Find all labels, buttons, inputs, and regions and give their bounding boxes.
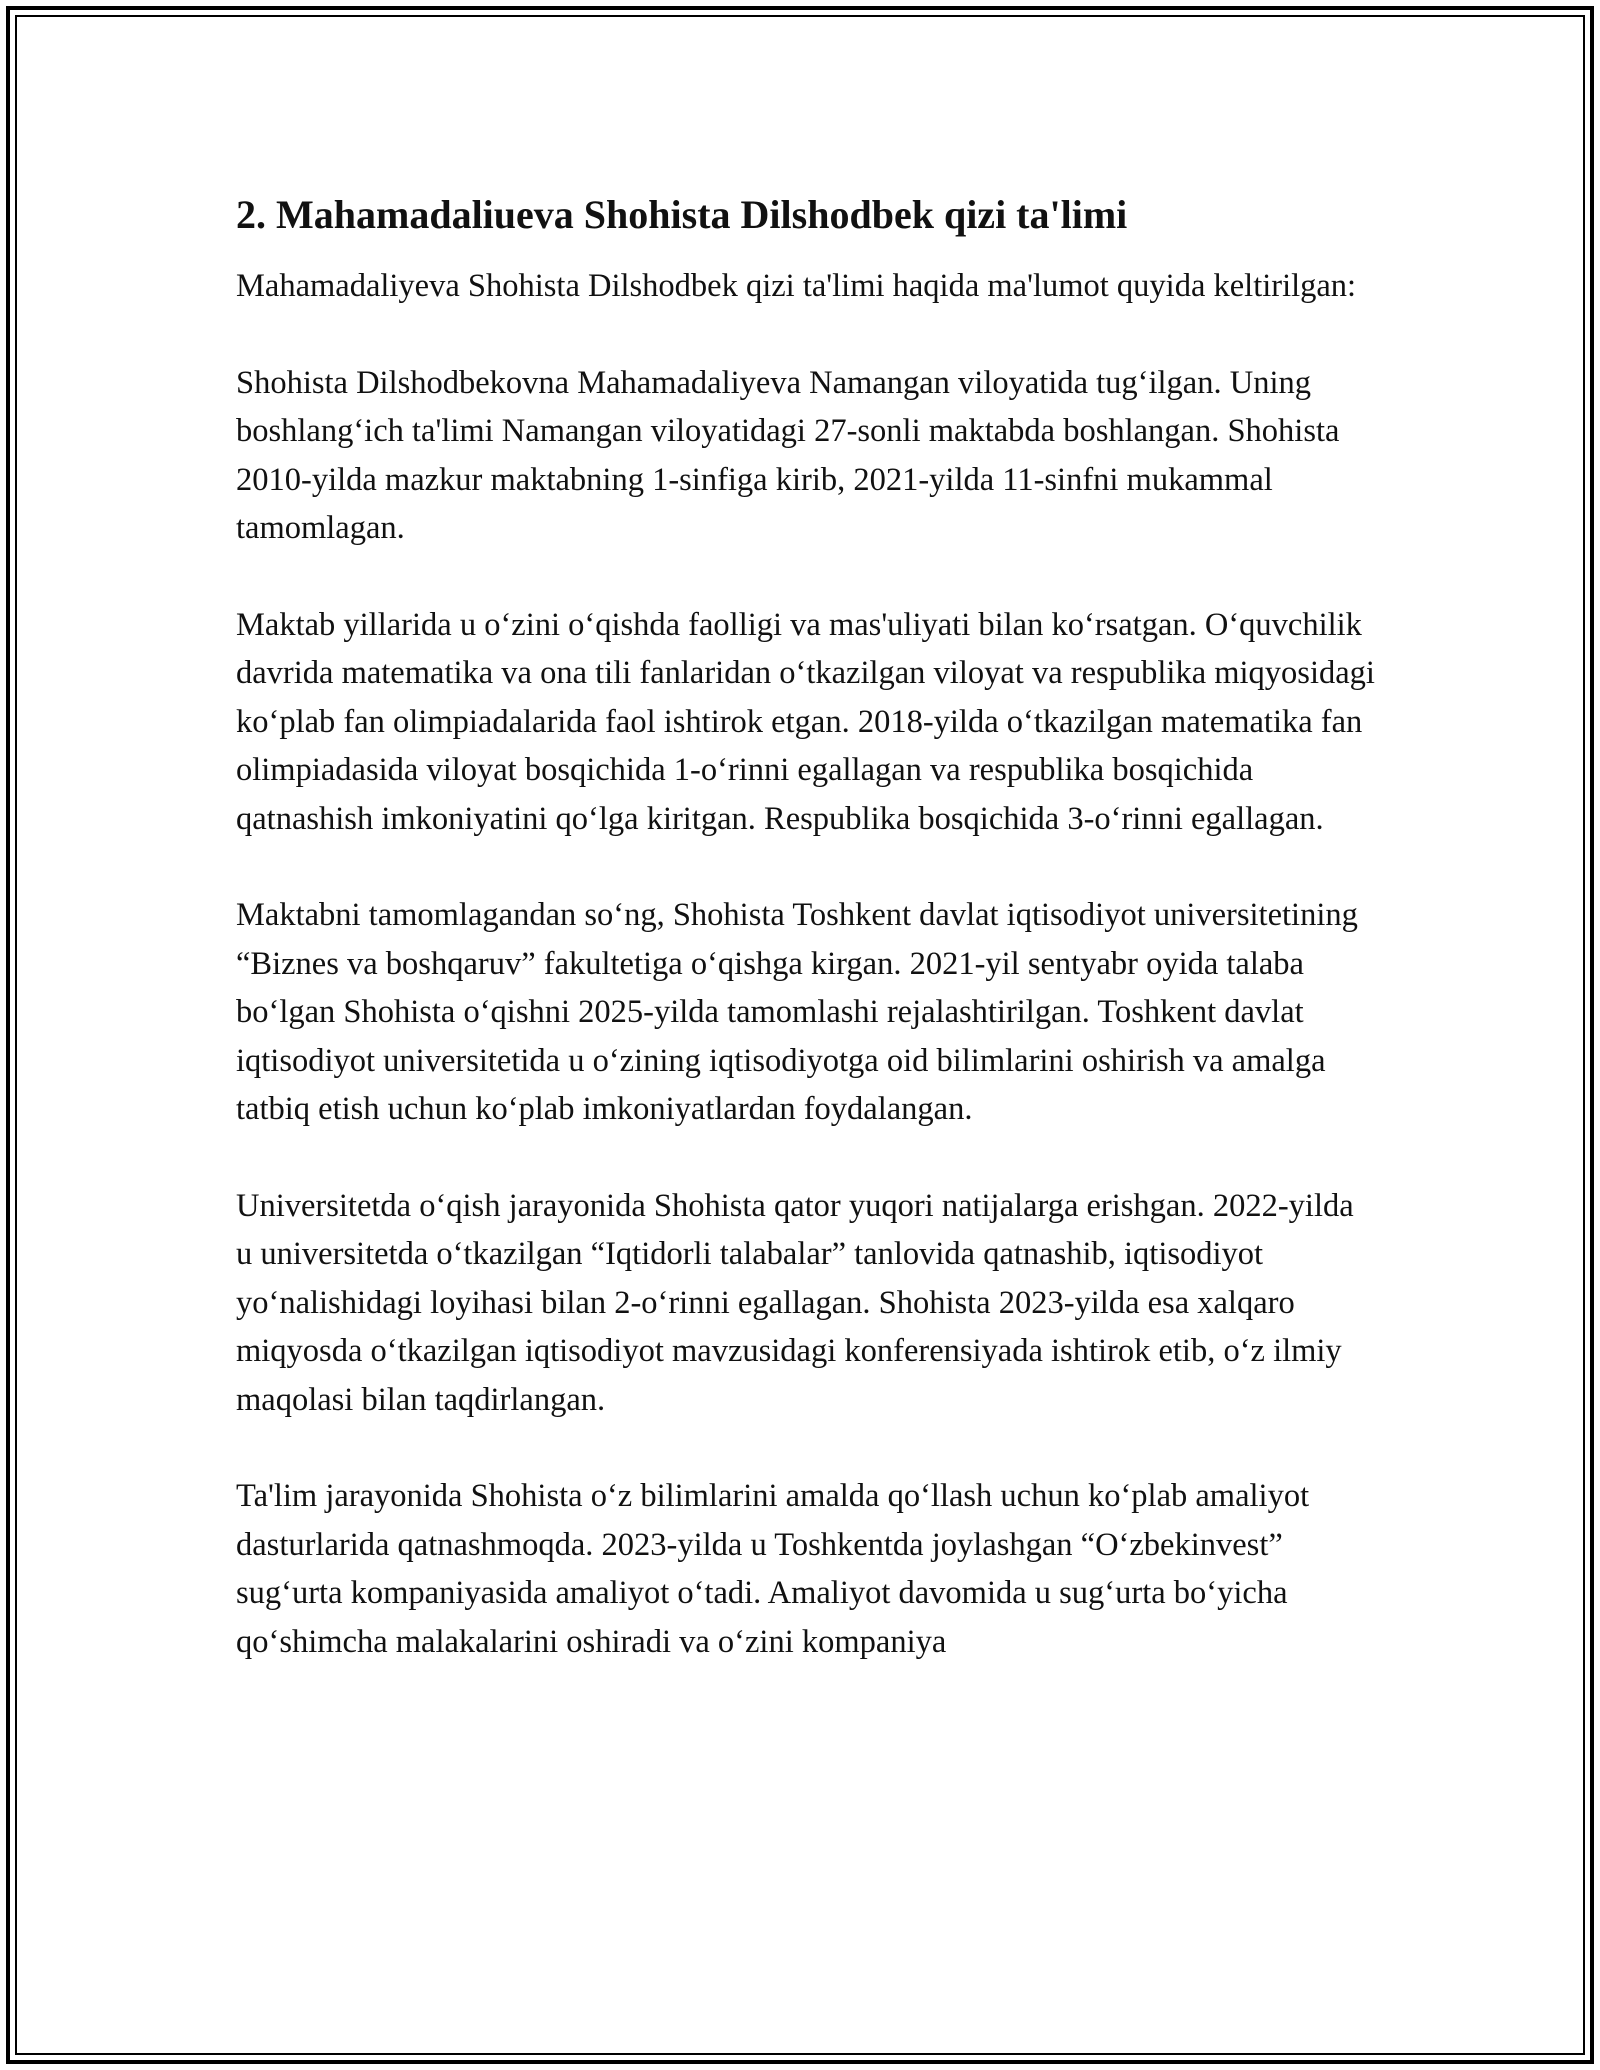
- paragraph-school-olympiads: Maktab yillarida u o‘zini o‘qishda faolligi va mas'uliyati bilan ko‘rsatgan. O‘quvchilik davrida matematika va ona tili fanlaridan o‘tkazilgan viloyat va respublika miqyosidagi ko‘plab fan olimpiadalarida faol ishtirok etgan. 2018-yilda o‘tkazilgan matematika fan olimpiadasida viloyat bosqichida 1-o‘rinni egallagan va respublika bosqichida qatnashish imkoniyatini qo‘lga kiritgan. Respublika bosqichida 3-o‘rinni egallagan.: [236, 606, 1375, 837]
- document-body: [236, 184, 1376, 1714]
- paragraph-intro: Mahamadaliyeva Shohista Dilshodbek qizi ta'limi haqida ma'lumot quyida keltirilgan:: [236, 268, 1357, 304]
- paragraph-university-achievements: Universitetda o‘qish jarayonida Shohista qator yuqori natijalarga erishgan. 2022-yilda u universitetda o‘tkazilgan “Iqtidorli talabalar” tanlovida qatnashib, iqtisodiyot yo‘nalishidagi loyihasi bilan 2-o‘rinni egallagan. Shohista 2023-yilda esa xalqaro miqyosda o‘tkazilgan iqtisodiyot mavzusidagi konferensiyada ishtirok etib, o‘z ilmiy maqolasi bilan taqdirlangan.: [236, 1187, 1354, 1418]
- paragraph-birth-school: Shohista Dilshodbekovna Mahamadaliyeva Namangan viloyatida tug‘ilgan. Uning boshlang‘ich ta'limi Namangan viloyatidagi 27-sonli maktabda boshlangan. Shohista 2010-yilda mazkur maktabning 1-sinfiga kirib, 2021-yilda 11-sinfni mukammal tamomlagan.: [236, 364, 1340, 546]
- section-heading: 2. Mahamadaliueva Shohista Dilshodbek qizi ta'limi: [236, 192, 1128, 237]
- paragraph-internship: Ta'lim jarayonida Shohista o‘z bilimlarini amalda qo‘llash uchun ko‘plab amaliyot dasturlarida qatnashmoqda. 2023-yilda u Toshkentda joylashgan “O‘zbekinvest” sug‘urta kompaniyasida amaliyot o‘tadi. Amaliyot davomida u sug‘urta bo‘yicha qo‘shimcha malakalarini oshiradi va o‘zini kompaniya: [236, 1478, 1310, 1660]
- paragraph-university: Maktabni tamomlagandan so‘ng, Shohista Toshkent davlat iqtisodiyot universitetining “Biznes va boshqaruv” fakultetiga o‘qishga kirgan. 2021-yil sentyabr oyida talaba bo‘lgan Shohista o‘qishni 2025-yilda tamomlashi rejalashtirilgan. Toshkent davlat iqtisodiyot universitetida u o‘zining iqtisodiyotga oid bilimlarini oshirish va amalga tatbiq etish uchun ko‘plab imkoniyatlardan foydalangan.: [236, 897, 1358, 1127]
